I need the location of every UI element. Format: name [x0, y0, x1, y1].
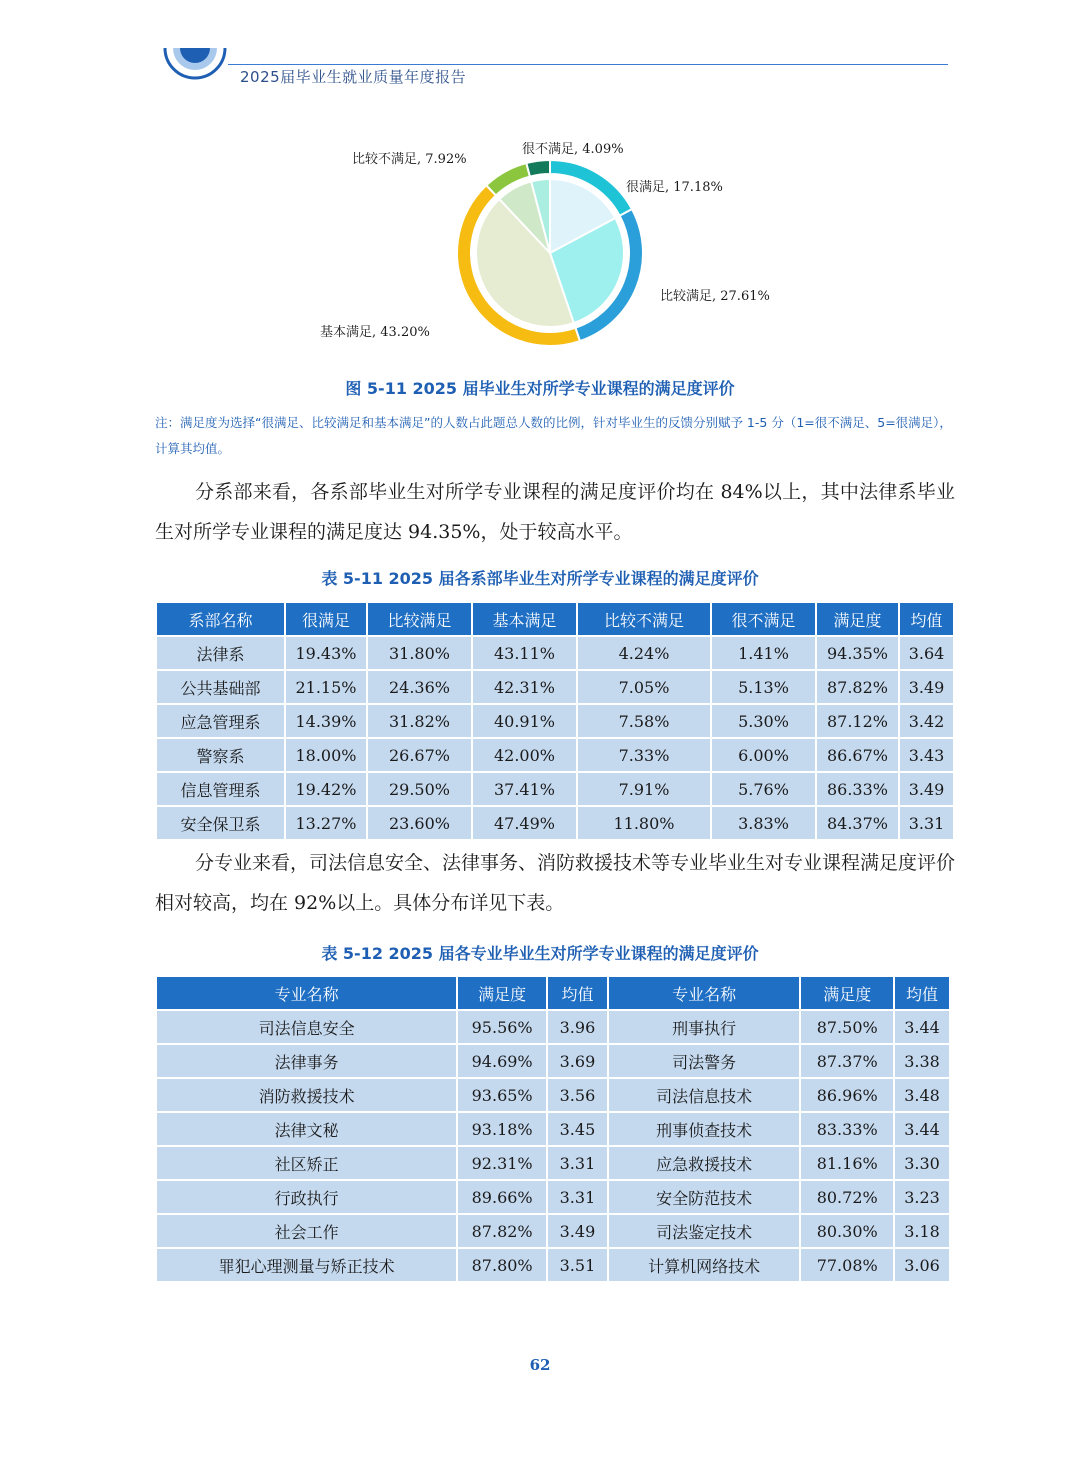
table-row: [157, 771, 953, 805]
table-cell: 3.18: [895, 1213, 949, 1247]
table-row: [157, 703, 953, 737]
table-cell: 消防救援技术: [157, 1077, 456, 1111]
table-cell: 安全保卫系: [157, 805, 284, 839]
table-cell: 94.35%: [817, 635, 898, 669]
column-header: 很满足: [286, 603, 366, 635]
column-header: 满足度: [817, 603, 898, 635]
table-cell: 19.42%: [286, 771, 366, 805]
header-divider: [228, 64, 948, 65]
table-cell: 87.80%: [458, 1247, 546, 1281]
figure-caption: 图 5-11 2025 届毕业生对所学专业课程的满足度评价: [345, 379, 735, 398]
table-cell: 3.49: [900, 771, 953, 805]
table-cell: 法律事务: [157, 1043, 456, 1077]
table-cell: 3.64: [900, 635, 953, 669]
table2-caption: 表 5-12 2025 届各专业毕业生对所学专业课程的满足度评价: [321, 944, 759, 963]
table-row: [157, 1247, 949, 1281]
table-cell: 86.33%: [817, 771, 898, 805]
table-cell: 安全防范技术: [609, 1179, 799, 1213]
table-cell: 7.33%: [578, 737, 710, 771]
table-cell: 40.91%: [473, 703, 576, 737]
table-cell: 1.41%: [712, 635, 815, 669]
table-cell: 3.49: [900, 669, 953, 703]
table-cell: 3.30: [895, 1145, 949, 1179]
column-header: 满足度: [458, 977, 546, 1009]
table-cell: 11.80%: [578, 805, 710, 839]
table-cell: 21.15%: [286, 669, 366, 703]
table-cell: 93.65%: [458, 1077, 546, 1111]
table-cell: 3.56: [548, 1077, 607, 1111]
table-cell: 89.66%: [458, 1179, 546, 1213]
table-cell: 83.33%: [801, 1111, 893, 1145]
table-cell: 42.31%: [473, 669, 576, 703]
pie-slice-outer: [526, 160, 550, 177]
department-satisfaction-table: [155, 603, 955, 839]
table-cell: 警察系: [157, 737, 284, 771]
table-cell: 刑事执行: [609, 1009, 799, 1043]
pie-slice-label: 比较不满足, 7.92%: [352, 152, 467, 167]
table-cell: 5.30%: [712, 703, 815, 737]
table-cell: 司法信息安全: [157, 1009, 456, 1043]
pie-slice-label: 很满足, 17.18%: [626, 180, 723, 195]
table-cell: 3.38: [895, 1043, 949, 1077]
table-cell: 3.23: [895, 1179, 949, 1213]
table-cell: 公共基础部: [157, 669, 284, 703]
table-cell: 3.44: [895, 1111, 949, 1145]
table-cell: 社会工作: [157, 1213, 456, 1247]
column-header: 满足度: [801, 977, 893, 1009]
table-cell: 37.41%: [473, 771, 576, 805]
table-cell: 94.69%: [458, 1043, 546, 1077]
table-cell: 3.96: [548, 1009, 607, 1043]
figure-note: 注：满足度为选择“很满足、比较满足和基本满足”的人数占此题总人数的比例，针对毕业生的反馈分别赋予 1-5 分（1=很不满足、5=很满足），计算其均值。: [155, 415, 952, 456]
table-cell: 3.06: [895, 1247, 949, 1281]
table-cell: 3.44: [895, 1009, 949, 1043]
table-cell: 87.37%: [801, 1043, 893, 1077]
table-cell: 3.31: [900, 805, 953, 839]
header-title: 2025届毕业生就业质量年度报告: [240, 68, 467, 86]
table-cell: 77.08%: [801, 1247, 893, 1281]
table-cell: 93.18%: [458, 1111, 546, 1145]
table-cell: 47.49%: [473, 805, 576, 839]
pie-slice-label: 很不满足, 4.09%: [522, 142, 624, 157]
table-cell: 3.45: [548, 1111, 607, 1145]
table-cell: 4.24%: [578, 635, 710, 669]
table-cell: 7.91%: [578, 771, 710, 805]
table-cell: 23.60%: [368, 805, 471, 839]
table-cell: 司法鉴定技术: [609, 1213, 799, 1247]
table-cell: 87.82%: [817, 669, 898, 703]
table-row: [157, 805, 953, 839]
table-cell: 18.00%: [286, 737, 366, 771]
table-cell: 95.56%: [458, 1009, 546, 1043]
table-row: [157, 1145, 949, 1179]
table-cell: 3.83%: [712, 805, 815, 839]
table-cell: 3.49: [548, 1213, 607, 1247]
table-cell: 5.13%: [712, 669, 815, 703]
table-cell: 87.82%: [458, 1213, 546, 1247]
column-header: 比较不满足: [578, 603, 710, 635]
table-cell: 31.80%: [368, 635, 471, 669]
table-cell: 3.51: [548, 1247, 607, 1281]
table-cell: 信息管理系: [157, 771, 284, 805]
table-row: [157, 669, 953, 703]
page-number: 62: [529, 1356, 551, 1374]
table-cell: 86.67%: [817, 737, 898, 771]
table-cell: 司法信息技术: [609, 1077, 799, 1111]
table-cell: 3.31: [548, 1179, 607, 1213]
table-cell: 6.00%: [712, 737, 815, 771]
table-row: [157, 1213, 949, 1247]
table-cell: 31.82%: [368, 703, 471, 737]
table-cell: 罪犯心理测量与矫正技术: [157, 1247, 456, 1281]
table-cell: 87.12%: [817, 703, 898, 737]
table-cell: 3.48: [895, 1077, 949, 1111]
table-row: [157, 1077, 949, 1111]
table-row: [157, 1111, 949, 1145]
table-cell: 7.05%: [578, 669, 710, 703]
table-row: [157, 737, 953, 771]
table-cell: 司法警务: [609, 1043, 799, 1077]
table-cell: 43.11%: [473, 635, 576, 669]
pie-slice-label: 比较满足, 27.61%: [660, 289, 770, 304]
table-row: [157, 1043, 949, 1077]
table-cell: 14.39%: [286, 703, 366, 737]
table-cell: 42.00%: [473, 737, 576, 771]
pie-slice-label: 基本满足, 43.20%: [320, 325, 430, 340]
column-header: 均值: [548, 977, 607, 1009]
paragraph-major: 分专业来看，司法信息安全、法律事务、消防救援技术等专业毕业生对专业课程满足度评价相对较高，均在 92%以上。具体分布详见下表。: [155, 852, 956, 914]
table-cell: 社区矫正: [157, 1145, 456, 1179]
table-cell: 应急救援技术: [609, 1145, 799, 1179]
column-header: 专业名称: [157, 977, 456, 1009]
table-row: [157, 635, 953, 669]
table-row: [157, 1179, 949, 1213]
table-cell: 7.58%: [578, 703, 710, 737]
table-cell: 行政执行: [157, 1179, 456, 1213]
table-cell: 84.37%: [817, 805, 898, 839]
table-row: [157, 1009, 949, 1043]
major-satisfaction-table: [155, 977, 951, 1281]
report-logo: [160, 48, 230, 98]
satisfaction-pie-chart: [300, 130, 820, 360]
table-cell: 19.43%: [286, 635, 366, 669]
table-cell: 81.16%: [801, 1145, 893, 1179]
column-header: 基本满足: [473, 603, 576, 635]
table-cell: 3.69: [548, 1043, 607, 1077]
table-cell: 5.76%: [712, 771, 815, 805]
table-cell: 29.50%: [368, 771, 471, 805]
table-cell: 计算机网络技术: [609, 1247, 799, 1281]
table-cell: 刑事侦查技术: [609, 1111, 799, 1145]
table-cell: 3.42: [900, 703, 953, 737]
table-cell: 3.43: [900, 737, 953, 771]
table-cell: 法律系: [157, 635, 284, 669]
table-cell: 法律文秘: [157, 1111, 456, 1145]
table-cell: 92.31%: [458, 1145, 546, 1179]
table-cell: 86.96%: [801, 1077, 893, 1111]
paragraph-department: 分系部来看，各系部毕业生对所学专业课程的满足度评价均在 84%以上，其中法律系毕业生对所学专业课程的满足度达 94.35%，处于较高水平。: [155, 481, 955, 543]
column-header: 比较满足: [368, 603, 471, 635]
table-cell: 87.50%: [801, 1009, 893, 1043]
table-cell: 80.30%: [801, 1213, 893, 1247]
table1-caption: 表 5-11 2025 届各系部毕业生对所学专业课程的满足度评价: [321, 569, 759, 588]
table-cell: 80.72%: [801, 1179, 893, 1213]
table-cell: 26.67%: [368, 737, 471, 771]
column-header: 系部名称: [157, 603, 284, 635]
column-header: 均值: [900, 603, 953, 635]
column-header: 很不满足: [712, 603, 815, 635]
column-header: 专业名称: [609, 977, 799, 1009]
table-cell: 应急管理系: [157, 703, 284, 737]
table-cell: 3.31: [548, 1145, 607, 1179]
table-cell: 13.27%: [286, 805, 366, 839]
column-header: 均值: [895, 977, 949, 1009]
table-cell: 24.36%: [368, 669, 471, 703]
